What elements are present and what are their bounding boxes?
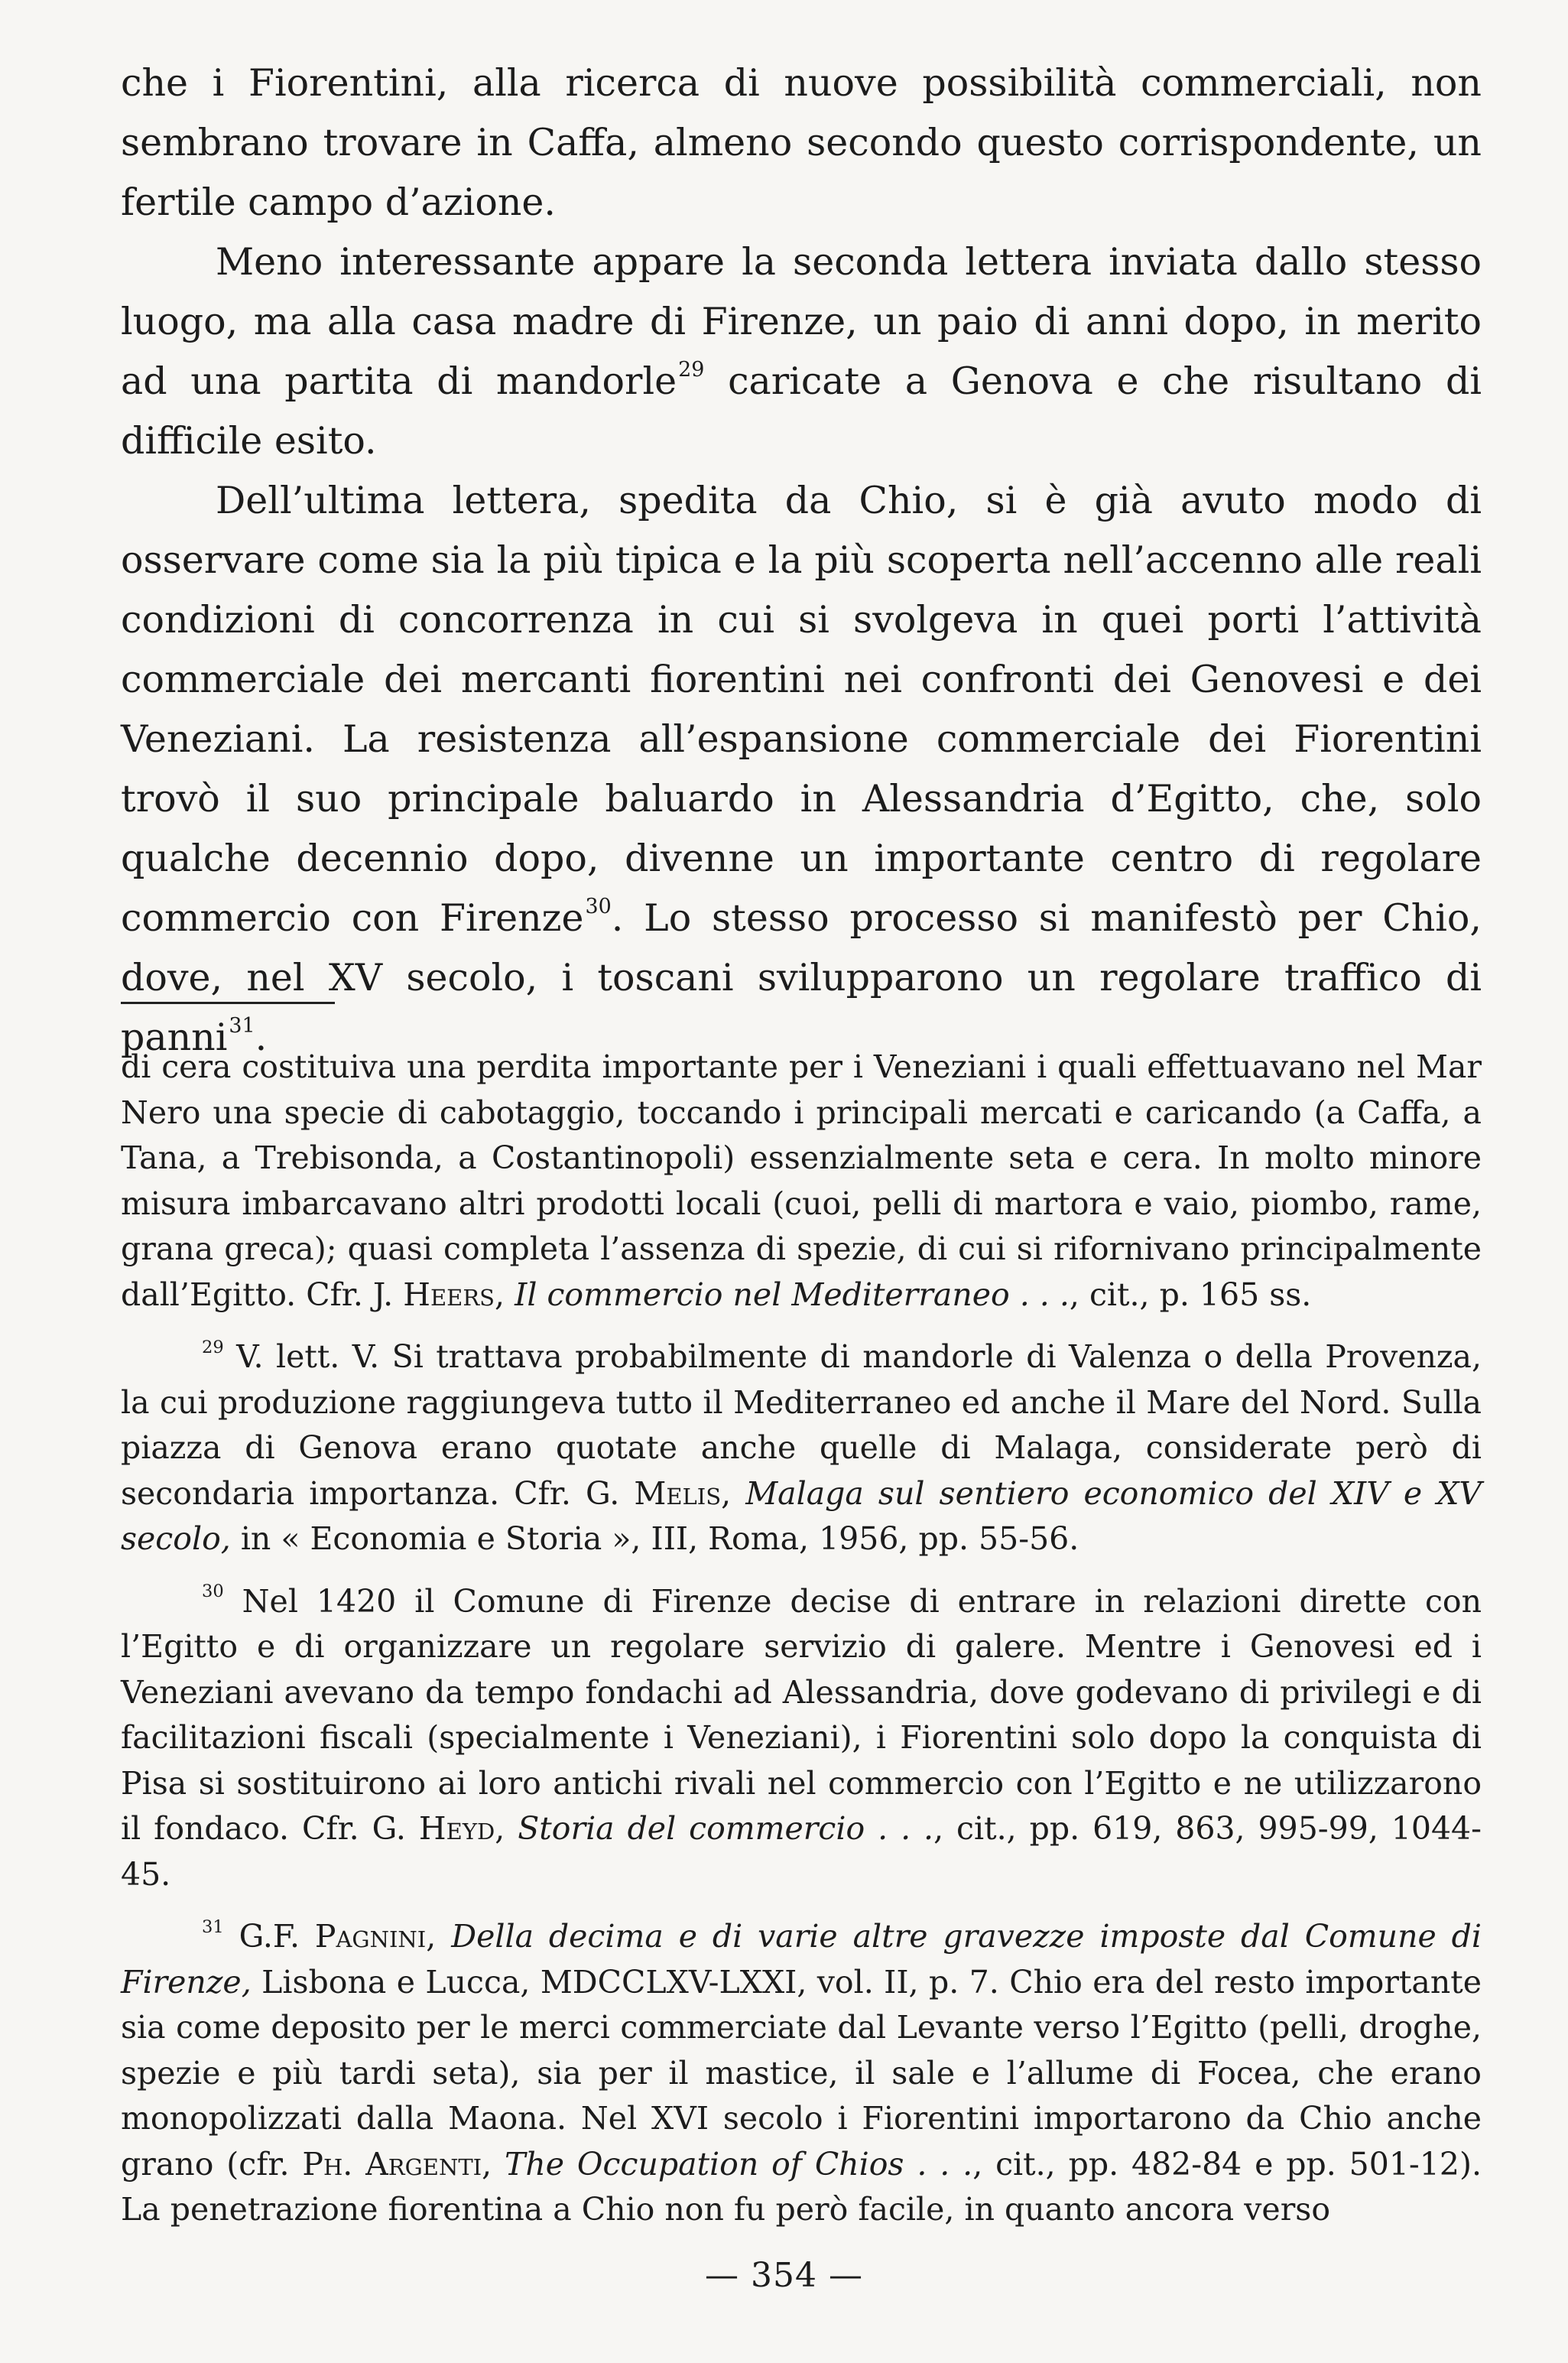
- author-name: J. Heers: [372, 1276, 495, 1313]
- work-title: Malaga sul sentiero economico del XIV e XV secolo,: [121, 1474, 1482, 1557]
- footnote-number: 30: [202, 1581, 224, 1602]
- work-title: Della decima e di varie altre gravezze imposte dal Comune di Firenze,: [121, 1918, 1482, 2001]
- paragraph-text: che i Fiorentini, alla ricerca di nuove possibilità commerciali, non sembrano trovare in Caffa, almeno secondo questo corrispondente, un fertile campo d’azione.: [121, 61, 1482, 224]
- paragraph: [121, 54, 1482, 232]
- footnote-text: Nel 1420 il Comune di Firenze decise di entrare in relazioni dirette con l’Egitto e di organizzare un regolare servizio di galere. Mentre i Genovesi ed i Veneziani avevano da tempo fondachi ad Alessandria, dove godevano di privilegi e di facilitazioni fiscali (specialmente i Veneziani), i Fiorentini solo dopo la conquista di Pisa si sostituirono ai loro antichi rivali nel commercio con l’Egitto e ne utilizzarono il fondaco. Cfr.: [121, 1582, 1482, 1847]
- paragraph-text: Meno interessante appare la seconda lettera inviata dallo stesso luogo, ma alla casa madre di Firenze, un paio di anni dopo, in merito ad una partita di mandorle: [121, 240, 1482, 403]
- footnote-text: V. lett. V. Si trattava probabilmente di mandorle di Valenza o della Provenza, la cui produzione raggiungeva tutto il Mediterraneo ed anche il Mare del Nord. Sulla piazza di Genova erano quotate anche quelle di Malaga, considerate però di secondaria importanza. Cfr.: [121, 1338, 1482, 1512]
- paragraph-text: . Lo stesso processo si manifestò per Chio, dove, nel XV secolo, i toscani svilupparono un regolare traffico di panni: [121, 896, 1482, 1059]
- paragraph-text: Dell’ultima lettera, spedita da Chio, si è già avuto modo di osservare come sia la più tipica e la più scoperta nell’accenno alle reali condizioni di concorrenza in cui si svolgeva in quei porti l’attività commerciale dei mercanti fiorentini nei confronti dei Genovesi e dei Veneziani. La resistenza all’espansione commerciale dei Fiorentini trovò il suo principale baluardo in Alessandria d’Egitto, che, solo qualche decennio dopo, divenne un importante centro di regolare commercio con Firenze: [121, 479, 1482, 940]
- paragraph: [121, 232, 1482, 471]
- main-text: [121, 54, 1482, 1068]
- footnote-text: , cit., pp. 619, 863, 995-99, 1044-45.: [121, 1810, 1482, 1893]
- paragraph-text: .: [255, 1016, 268, 1059]
- footnote-text: ,: [495, 1276, 515, 1313]
- footnote-30: [121, 1579, 1482, 1898]
- footnote-31: [121, 1914, 1482, 2233]
- footnote-reference: 31: [229, 1014, 255, 1038]
- footnote-text: , cit., p. 165 ss.: [1069, 1276, 1312, 1313]
- footnote-separator: [121, 1002, 335, 1004]
- work-title: The Occupation of Chios . . .: [505, 2145, 973, 2183]
- footnote-text: ,: [426, 1918, 452, 1955]
- footnote-reference: 29: [678, 358, 705, 382]
- work-title: Il commercio nel Mediterraneo . . .: [515, 1276, 1070, 1313]
- footnote-text: in « Economia e Storia », III, Roma, 1956, pp. 55-56.: [230, 1520, 1079, 1557]
- work-title: Storia del commercio . . .: [518, 1810, 934, 1847]
- paragraph: [121, 471, 1482, 1068]
- author-name: G.F. Pagnini: [223, 1918, 427, 1955]
- footnote-29: [121, 1334, 1482, 1562]
- page-number: — 354 —: [705, 2256, 863, 2295]
- footnote-number: 29: [202, 1337, 224, 1357]
- footnote-text: di cera costituiva una perdita importante per i Veneziani i quali effettuavano nel Mar Nero una specie di cabotaggio, toccando i principali mercati e caricando (a Caffa, a Tana, a Trebisonda, a Costantinopoli) essenzialmente seta e cera. In molto minore misura imbarcavano altri prodotti locali (cuoi, pelli di martora e vaio, piombo, rame, grana greca); quasi completa l’assenza di spezie, di cui si rifornivano principalmente dall’Egitto. Cfr.: [121, 1048, 1482, 1313]
- footnote-text: ,: [482, 2145, 505, 2183]
- footnote-text: Lisbona e Lucca, MDCCLXV-LXXI, vol. II, p. 7. Chio era del resto importante sia come deposito per le merci commerciate dal Levante verso l’Egitto (pelli, droghe, spezie e più tardi seta), sia per il mastice, il sale e l’allume di Focea, che erano monopolizzati dalla Maona. Nel XVI secolo i Fiorentini importarono da Chio anche grano (cfr.: [121, 1963, 1482, 2183]
- footnote-text: ,: [721, 1474, 746, 1512]
- footnote-number: 31: [202, 1916, 224, 1937]
- footnote-text: , cit., pp. 482-84 e pp. 501-12). La penetrazione fiorentina a Chio non fu però facile, in quanto ancora verso: [121, 2145, 1482, 2228]
- author-name: G. Heyd: [372, 1810, 495, 1847]
- footnote-text: ,: [495, 1810, 518, 1847]
- author-name: Ph. Argenti: [302, 2145, 482, 2183]
- footnote-reference: 30: [585, 895, 612, 919]
- paragraph-text: caricate a Genova e che risultano di difficile esito.: [121, 359, 1482, 463]
- author-name: G. Melis: [585, 1474, 722, 1512]
- footnotes: [121, 1045, 1482, 2233]
- footnote-continuation: [121, 1045, 1482, 1318]
